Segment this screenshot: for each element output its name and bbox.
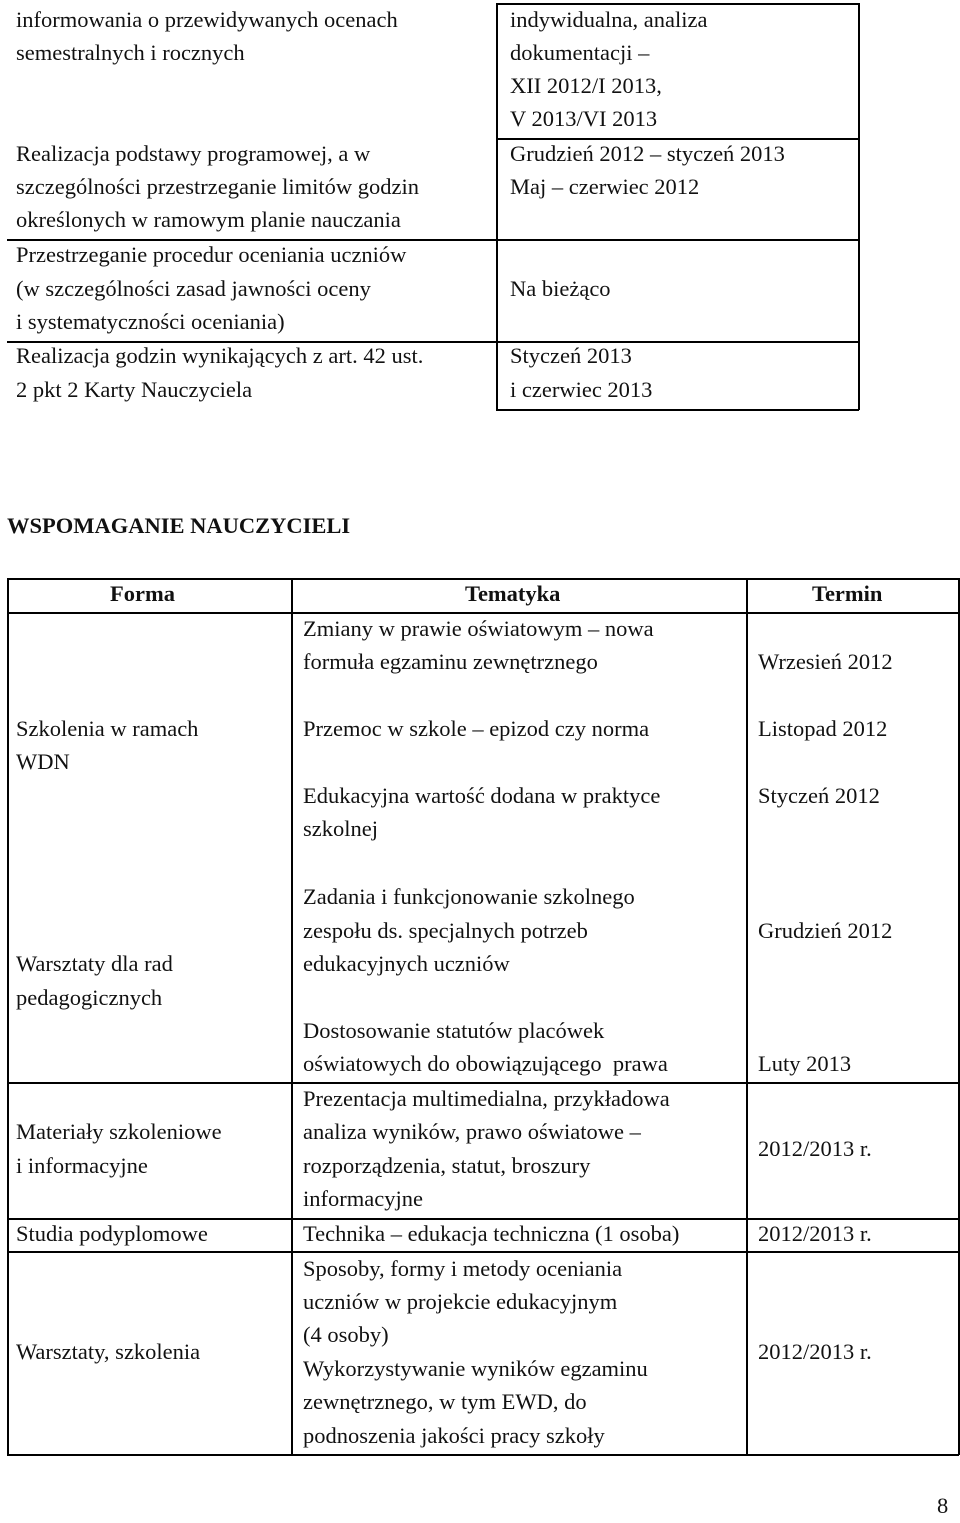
cell-text: uczniów w projekcie edukacyjnym	[303, 1289, 618, 1314]
cell-text: 2 pkt 2 Karty Nauczyciela	[16, 377, 253, 402]
cell-text: V 2013/VI 2013	[510, 106, 658, 131]
table-border	[7, 1218, 959, 1220]
cell-text: Prezentacja multimedialna, przykładowa	[303, 1086, 670, 1111]
cell-text: Na bieżąco	[510, 276, 611, 301]
cell-text: Warsztaty dla rad	[16, 951, 173, 976]
cell-text: Luty 2013	[758, 1051, 852, 1076]
table-border	[496, 3, 498, 410]
cell-text: WDN	[16, 749, 70, 774]
cell-text: Styczeń 2013	[510, 343, 632, 368]
cell-text: Wrzesień 2012	[758, 649, 893, 674]
cell-text: Listopad 2012	[758, 716, 888, 741]
table-border	[496, 138, 859, 140]
cell-text: Zadania i funkcjonowanie szkolnego	[303, 884, 635, 909]
cell-text: Warsztaty, szkolenia	[16, 1339, 201, 1364]
table-border	[7, 612, 959, 614]
cell-text: semestralnych i rocznych	[16, 40, 245, 65]
column-header-forma: Forma	[110, 581, 175, 606]
table-border	[7, 1454, 959, 1456]
table-border	[858, 3, 860, 410]
cell-text: pedagogicznych	[16, 985, 163, 1010]
cell-text: Grudzień 2012	[758, 918, 893, 943]
table-border	[7, 578, 959, 580]
cell-text: dokumentacji –	[510, 40, 650, 65]
cell-text: indywidualna, analiza	[510, 7, 708, 32]
cell-text: (4 osoby)	[303, 1322, 389, 1347]
cell-text: Studia podyplomowe	[16, 1221, 208, 1246]
cell-text: Wykorzystywanie wyników egzaminu	[303, 1356, 648, 1381]
cell-text: XII 2012/I 2013,	[510, 73, 662, 98]
cell-text: (w szczególności zasad jawności oceny	[16, 276, 371, 301]
table-border	[496, 3, 859, 5]
cell-text: Przemoc w szkole – epizod czy norma	[303, 716, 650, 741]
cell-text: Zmiany w prawie oświatowym – nowa	[303, 616, 654, 641]
cell-text: Edukacyjna wartość dodana w praktyce	[303, 783, 661, 808]
table-border	[7, 1082, 959, 1084]
cell-text: i informacyjne	[16, 1153, 148, 1178]
cell-text: Technika – edukacja techniczna (1 osoba)	[303, 1221, 680, 1246]
table-border	[7, 1251, 959, 1253]
cell-text: informowania o przewidywanych ocenach	[16, 7, 398, 32]
table-border	[746, 578, 748, 1455]
cell-text: i czerwiec 2013	[510, 377, 653, 402]
cell-text: oświatowych do obowiązującego prawa	[303, 1051, 668, 1076]
table-border	[7, 578, 9, 1455]
cell-text: rozporządzenia, statut, broszury	[303, 1153, 591, 1178]
table-border	[7, 239, 859, 241]
cell-text: edukacyjnych uczniów	[303, 951, 510, 976]
table-border	[496, 409, 859, 411]
cell-text: podnoszenia jakości pracy szkoły	[303, 1423, 605, 1448]
cell-text: 2012/2013 r.	[758, 1339, 872, 1364]
cell-text: Maj – czerwiec 2012	[510, 174, 700, 199]
table-border	[958, 578, 960, 1455]
cell-text: Materiały szkoleniowe	[16, 1119, 222, 1144]
cell-text: formuła egzaminu zewnętrznego	[303, 649, 598, 674]
column-header-tematyka: Tematyka	[465, 581, 561, 606]
cell-text: Dostosowanie statutów placówek	[303, 1018, 605, 1043]
cell-text: analiza wyników, prawo oświatowe –	[303, 1119, 641, 1144]
section-title: WSPOMAGANIE NAUCZYCIELI	[7, 513, 351, 538]
cell-text: Styczeń 2012	[758, 783, 880, 808]
cell-text: informacyjne	[303, 1186, 423, 1211]
cell-text: Sposoby, formy i metody oceniania	[303, 1256, 623, 1281]
cell-text: szkolnej	[303, 816, 378, 841]
cell-text: określonych w ramowym planie nauczania	[16, 207, 401, 232]
cell-text: 2012/2013 r.	[758, 1136, 872, 1161]
cell-text: 2012/2013 r.	[758, 1221, 872, 1246]
cell-text: Szkolenia w ramach	[16, 716, 199, 741]
column-header-termin: Termin	[812, 581, 883, 606]
cell-text: Grudzień 2012 – styczeń 2013	[510, 141, 785, 166]
cell-text: Przestrzeganie procedur oceniania uczniów	[16, 242, 407, 267]
cell-text: szczególności przestrzeganie limitów godzin	[16, 174, 419, 199]
cell-text: i systematyczności oceniania)	[16, 309, 285, 334]
page-number: 8	[937, 1493, 949, 1518]
cell-text: zewnętrznego, w tym EWD, do	[303, 1389, 587, 1414]
table-border	[291, 578, 293, 1455]
cell-text: zespołu ds. specjalnych potrzeb	[303, 918, 588, 943]
cell-text: Realizacja podstawy programowej, a w	[16, 141, 371, 166]
cell-text: Realizacja godzin wynikających z art. 42 ust.	[16, 343, 424, 368]
